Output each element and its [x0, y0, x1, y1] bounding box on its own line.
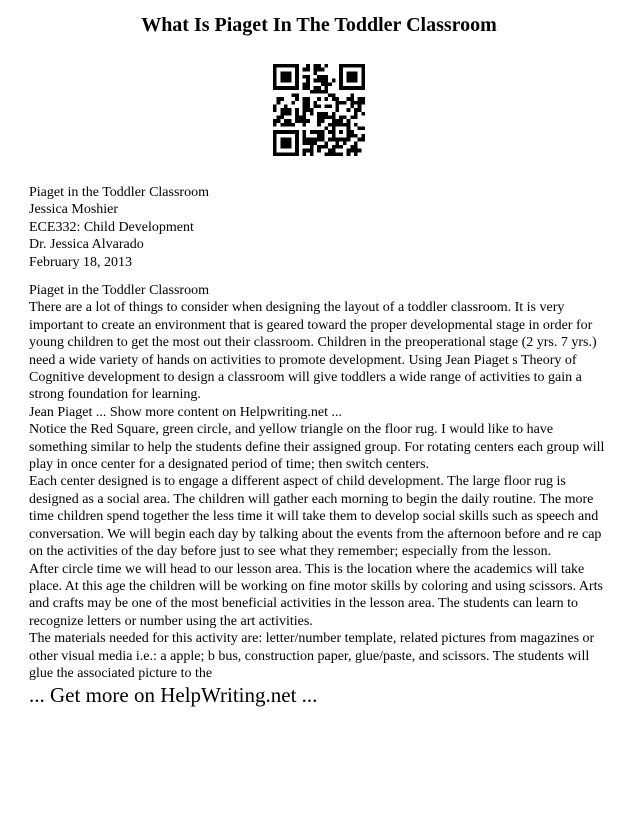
show-more-link[interactable]: Jean Piaget ... Show more content on Helpwriting.net ... [29, 404, 342, 420]
paragraph-heading: Piaget in the Toddler Classroom [29, 283, 209, 298]
header-line-instructor: Dr. Jessica Alvarado [29, 237, 144, 253]
get-more-link[interactable]: ... Get more on HelpWriting.net ... [29, 683, 318, 707]
header-line-title: Piaget in the Toddler Classroom [29, 185, 209, 200]
qr-code-icon [273, 64, 365, 156]
paragraph: Notice the Red Square, green circle, and yellow triangle on the floor rug. I would like to have something similar to help the students define their assigned group. For rotating centers each group will play in once center for a designated period of time; then switch centers. [29, 422, 605, 473]
paragraph: After circle time we will head to our lesson area. This is the location where the academics will take place. At this age the children will be working on fine motor skills by coloring and using scissors. Arts and crafts may be one of the most beneficial activities in the lesson area. The students can learn to recognize letters or number using the art activities. [29, 561, 603, 629]
header-line-date: February 18, 2013 [29, 254, 133, 270]
document-header [29, 184, 614, 271]
document-title: What Is Piaget In The Toddler Classroom [141, 14, 497, 36]
paragraph: There are a lot of things to consider when designing the layout of a toddler classroom. It is very important to create an environment that is geared toward the proper developmental stage in order for young children to get the most out their classroom. Children in the preoperational stage (2 yrs. 7 yrs.) need a wide variety of hands on activities to promote development. Using Jean Piaget s Theory of Cognitive development to design a classroom will give toddlers a wide range of activities to gain a strong foundation for learning. [29, 300, 597, 403]
document-body [29, 282, 613, 682]
paragraph: The materials needed for this activity are: letter/number template, related pictures from magazines or other visual media i.e.: a apple; b bus, construction paper, glue/paste, and scissors. The students will glue the associated picture to the [29, 631, 595, 681]
header-line-author: Jessica Moshier [29, 202, 119, 218]
header-line-course: ECE332: Child Development [29, 219, 194, 235]
paragraph: Each center designed is to engage a different aspect of child development. The large floor rug is designed as a social area. The children will gather each morning to begin the daily routine. The more time children spend together the less time it will take them to develop social skills such as speech and conversation. We will begin each day by talking about the events from the afternoon before and re cap on the activities of the day before just to see what they remember; especially from the lesson. [29, 474, 602, 560]
